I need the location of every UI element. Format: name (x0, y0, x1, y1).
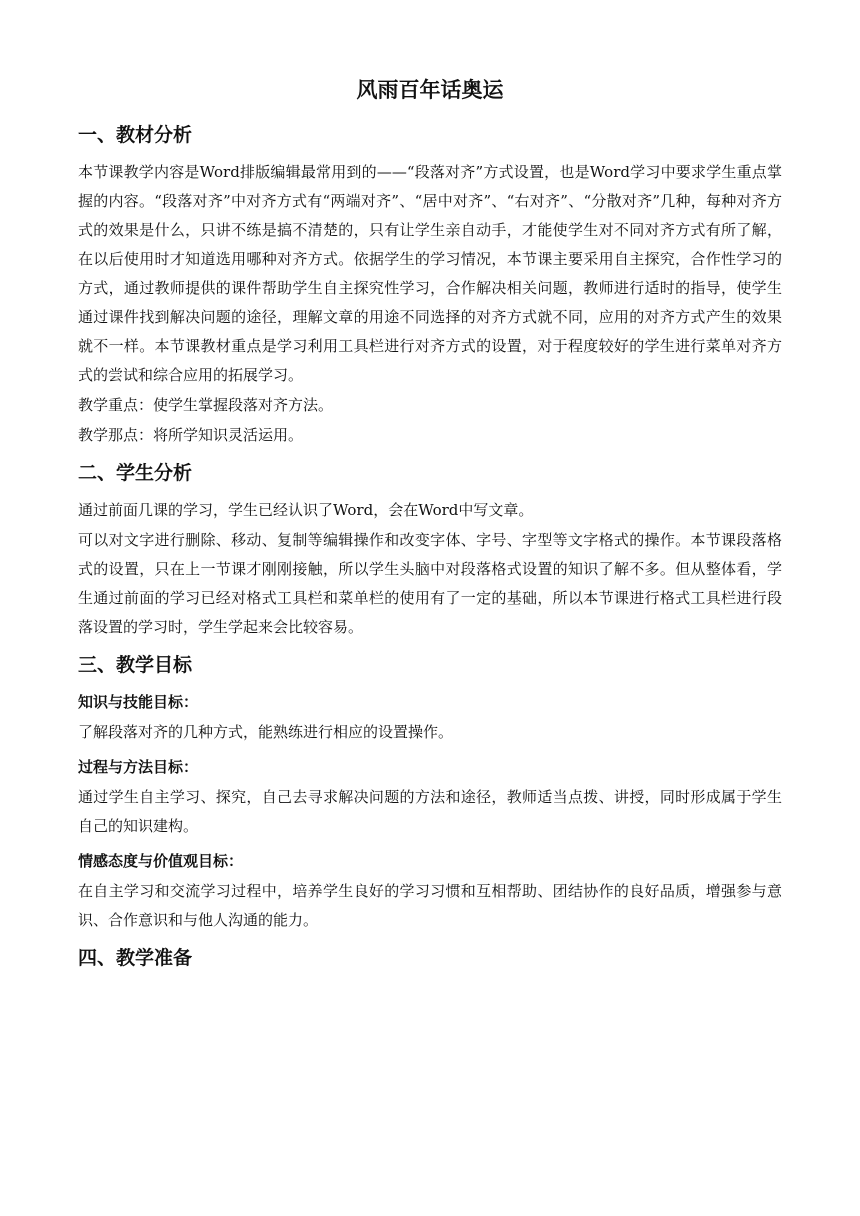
section-student-analysis (78, 458, 782, 642)
paragraph: 教学重点：使学生掌握段落对齐方法。 (78, 396, 334, 414)
goal-text: 在自主学习和交流学习过程中，培养学生良好的学习习惯和互相帮助、团结协作的良好品质，增强参与意识、合作意识和与他人沟通的能力。 (78, 882, 782, 929)
section-heading: 三、教学目标 (78, 654, 193, 676)
section-teaching-preparation (78, 943, 782, 973)
goal-text: 通过学生自主学习、探究，自己去寻求解决问题的方法和途径，教师适当点拨、讲授，同时形成属于学生自己的知识建构。 (78, 788, 782, 835)
section-heading: 四、教学准备 (78, 947, 193, 969)
goal-label: 过程与方法目标： (78, 758, 199, 776)
section-material-analysis (78, 120, 782, 450)
page-title: 风雨百年话奥运 (356, 78, 504, 102)
goal-text: 了解段落对齐的几种方式，能熟练进行相应的设置操作。 (78, 723, 454, 741)
paragraph: 可以对文字进行删除、移动、复制等编辑操作和改变字体、字号、字型等文字格式的操作。本节课段落格式的设置，只在上一节课才刚刚接触，所以学生头脑中对段落格式设置的知识了解不多。但从整体看，学生通过前面的学习已经对格式工具栏和菜单栏的使用有了一定的基础，所以本节课进行格式工具栏进行段落设置的学习时，学生学起来会比较容易。 (78, 531, 782, 636)
paragraph: 教学那点：将所学知识灵活运用。 (78, 426, 304, 444)
goal-label: 情感态度与价值观目标： (78, 852, 244, 870)
section-heading: 二、学生分析 (78, 462, 193, 484)
section-heading: 一、教材分析 (78, 124, 193, 146)
paragraph: 本节课教学内容是Word排版编辑最常用到的——“段落对齐”方式设置，也是Word学习中要求学生重点掌握的内容。“段落对齐”中对齐方式有“两端对齐”、“居中对齐”、“右对齐”、“分散对齐”几种，每种对齐方式的效果是什么，只讲不练是搞不清楚的，只有让学生亲自动手，才能使学生对不同对齐方式有所了解，在以后使用时才知道选用哪种对齐方式。依据学生的学习情况，本节课主要采用自主探究，合作性学习的方式，通过教师提供的课件帮助学生自主探究性学习，合作解决相关问题，教师进行适时的指导，使学生通过课件找到解决问题的途径，理解文章的用途不同选择的对齐方式就不同，应用的对齐方式产生的效果就不一样。本节课教材重点是学习利用工具栏进行对齐方式的设置，对于程度较好的学生进行菜单对齐方式的尝试和综合应用的拓展学习。 (78, 163, 782, 384)
goal-label: 知识与技能目标： (78, 693, 199, 711)
paragraph: 通过前面几课的学习，学生已经认识了Word，会在Word中写文章。 (78, 501, 534, 519)
section-teaching-goals (78, 650, 782, 935)
